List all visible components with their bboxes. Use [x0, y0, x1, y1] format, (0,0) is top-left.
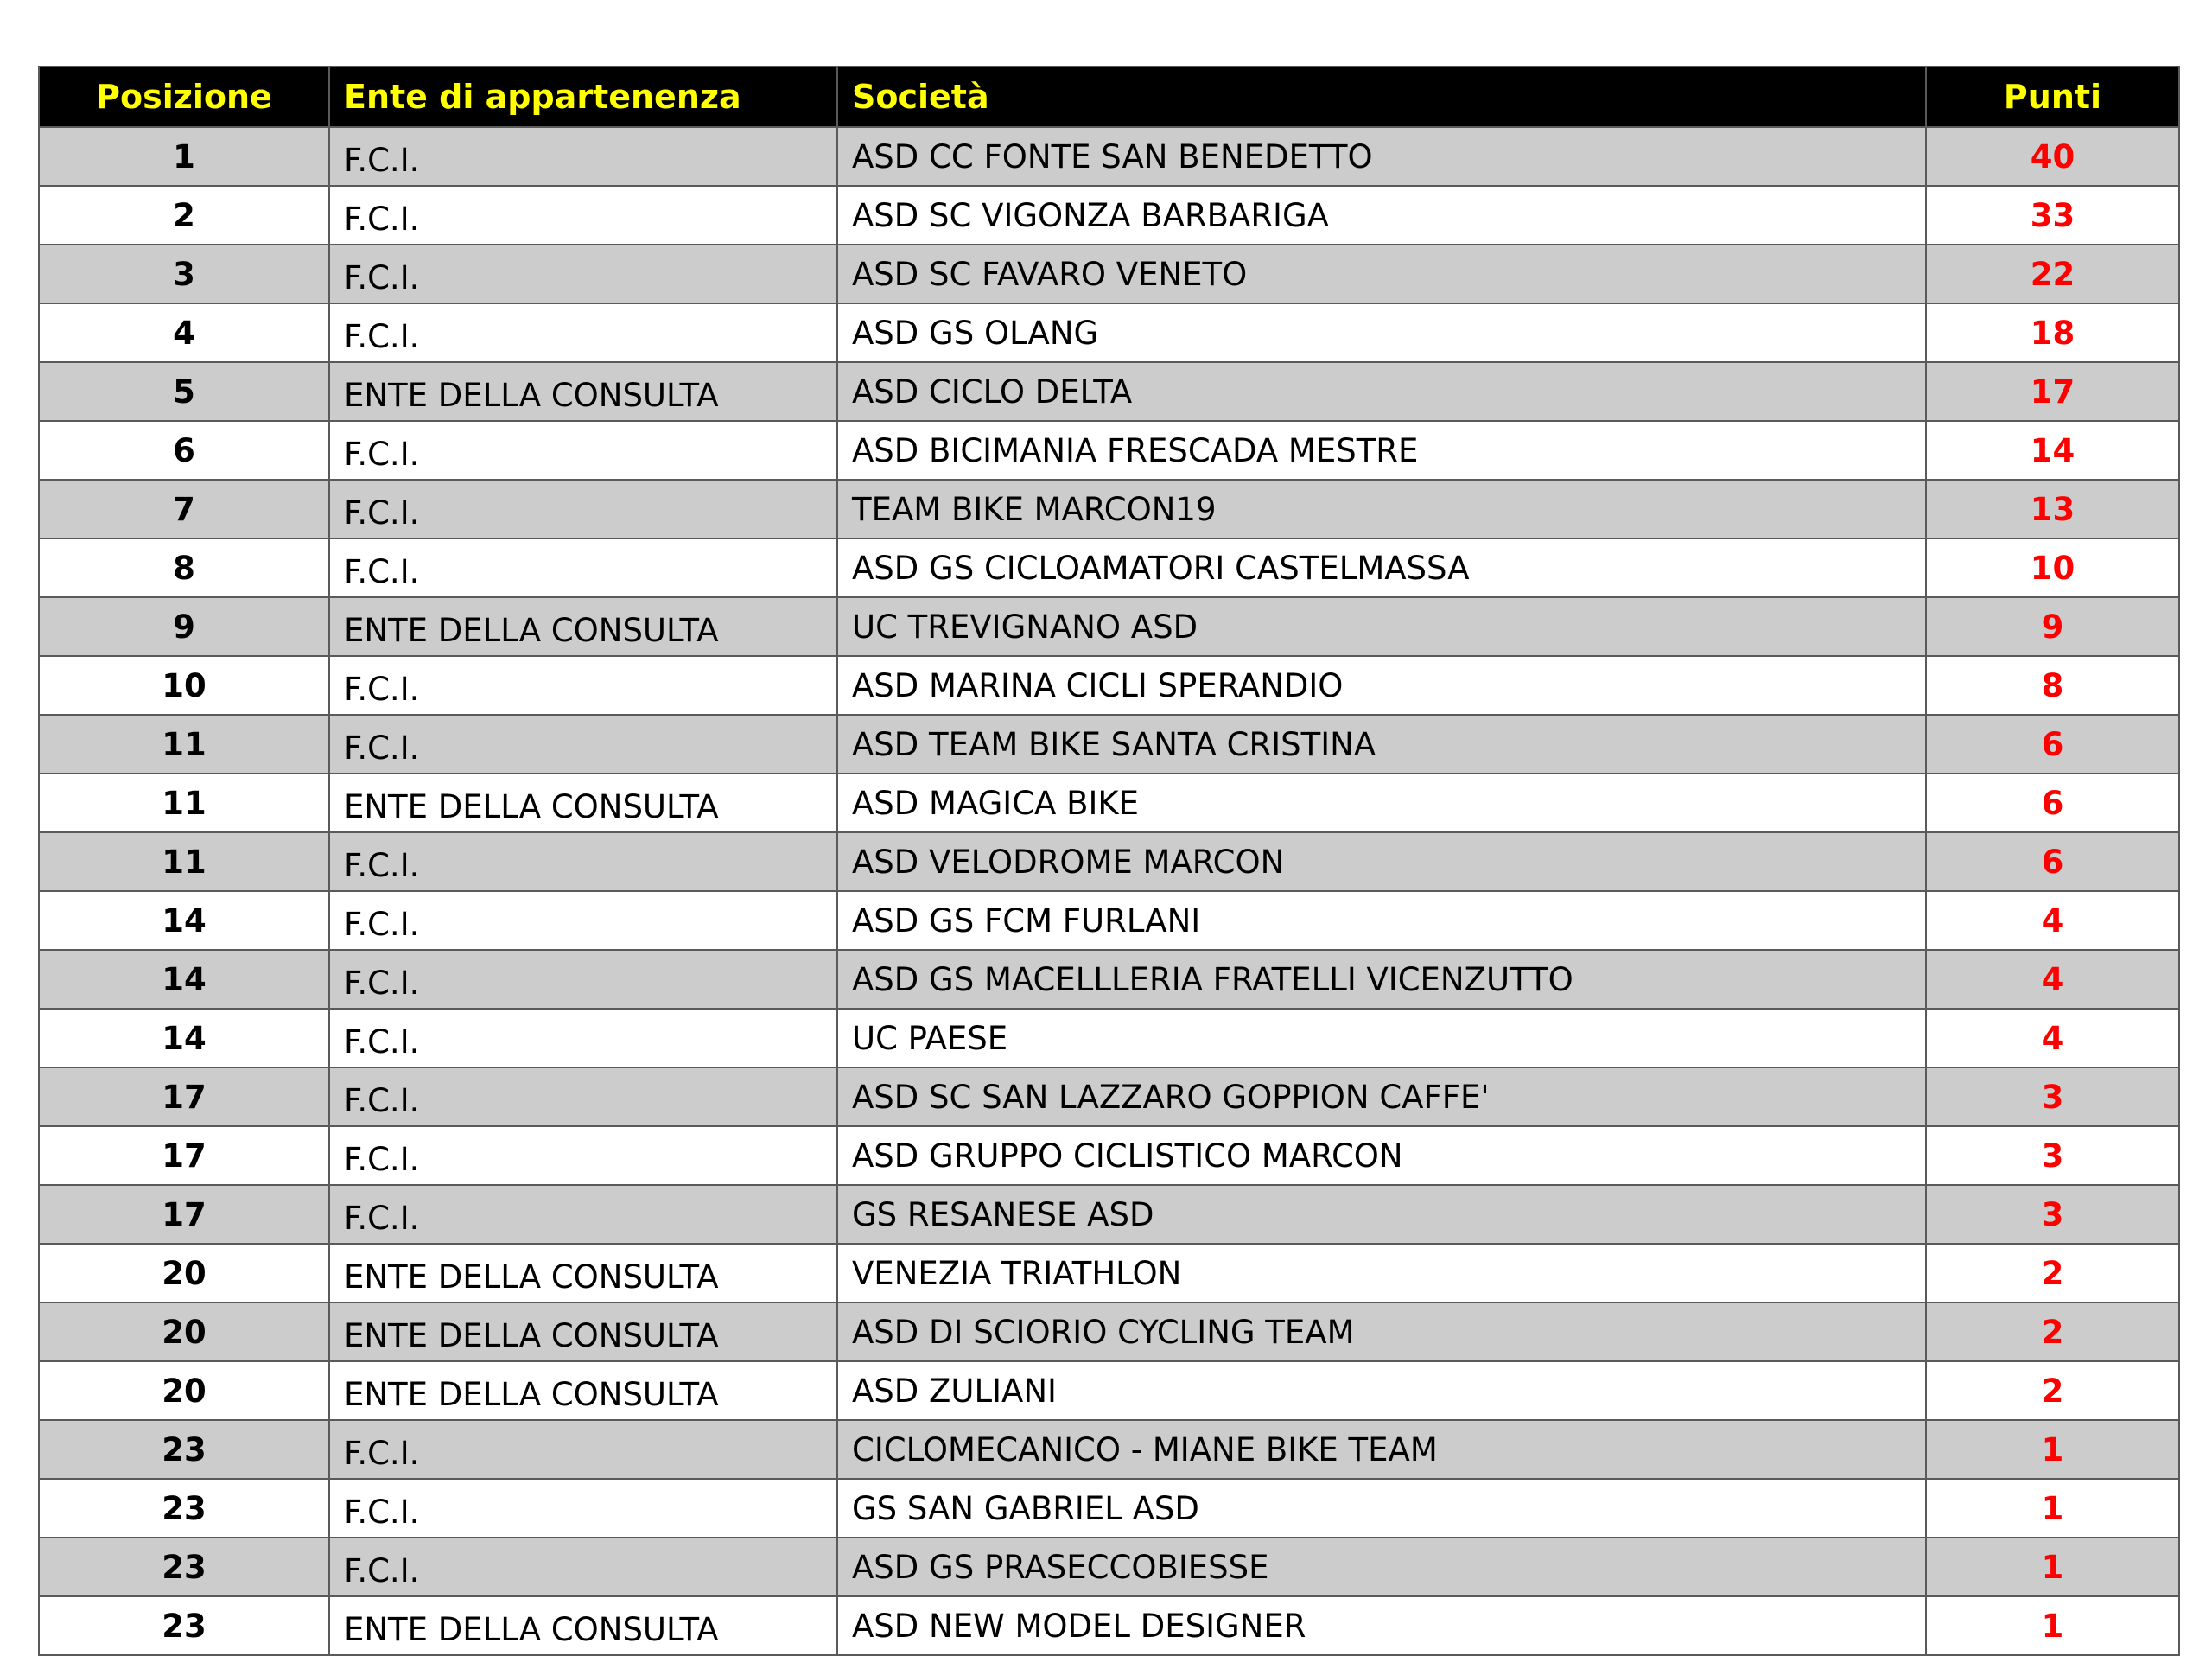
cell-punti: 6	[1926, 774, 2179, 832]
cell-societa: UC TREVIGNANO ASD	[837, 597, 1926, 656]
cell-posizione: 8	[39, 538, 329, 597]
cell-societa: ASD DI SCIORIO CYCLING TEAM	[837, 1303, 1926, 1361]
cell-societa: ASD GS OLANG	[837, 303, 1926, 362]
cell-posizione: 20	[39, 1361, 329, 1420]
cell-ente: ENTE DELLA CONSULTA	[329, 1303, 837, 1361]
header-posizione: Posizione	[39, 67, 329, 127]
cell-punti: 10	[1926, 538, 2179, 597]
cell-punti: 4	[1926, 891, 2179, 950]
cell-societa: ASD SC SAN LAZZARO GOPPION CAFFE'	[837, 1067, 1926, 1126]
cell-punti: 1	[1926, 1538, 2179, 1596]
cell-ente: ENTE DELLA CONSULTA	[329, 774, 837, 832]
cell-punti: 3	[1926, 1126, 2179, 1185]
cell-posizione: 6	[39, 421, 329, 480]
cell-punti: 40	[1926, 127, 2179, 186]
cell-ente: F.C.I.	[329, 1067, 837, 1126]
cell-societa: GS RESANESE ASD	[837, 1185, 1926, 1244]
cell-ente: ENTE DELLA CONSULTA	[329, 597, 837, 656]
standings-table-container	[38, 66, 2178, 1656]
cell-societa: ASD SC VIGONZA BARBARIGA	[837, 186, 1926, 245]
cell-ente: F.C.I.	[329, 950, 837, 1009]
table-row	[39, 950, 2179, 1009]
cell-punti: 8	[1926, 656, 2179, 715]
cell-ente: F.C.I.	[329, 186, 837, 245]
cell-ente: F.C.I.	[329, 656, 837, 715]
cell-ente: F.C.I.	[329, 891, 837, 950]
table-row	[39, 656, 2179, 715]
cell-societa: ASD GS CICLOAMATORI CASTELMASSA	[837, 538, 1926, 597]
cell-punti: 2	[1926, 1244, 2179, 1303]
cell-posizione: 10	[39, 656, 329, 715]
cell-punti: 33	[1926, 186, 2179, 245]
header-societa: Società	[837, 67, 1926, 127]
table-row	[39, 480, 2179, 538]
cell-punti: 1	[1926, 1420, 2179, 1479]
cell-punti: 17	[1926, 362, 2179, 421]
cell-societa: ASD MARINA CICLI SPERANDIO	[837, 656, 1926, 715]
cell-ente: F.C.I.	[329, 538, 837, 597]
cell-societa: ASD CC FONTE SAN BENEDETTO	[837, 127, 1926, 186]
cell-societa: GS SAN GABRIEL ASD	[837, 1479, 1926, 1538]
cell-posizione: 23	[39, 1479, 329, 1538]
table-row	[39, 891, 2179, 950]
cell-societa: ASD SC FAVARO VENETO	[837, 245, 1926, 303]
cell-societa: ASD TEAM BIKE SANTA CRISTINA	[837, 715, 1926, 774]
cell-posizione: 17	[39, 1185, 329, 1244]
cell-posizione: 11	[39, 715, 329, 774]
cell-punti: 6	[1926, 832, 2179, 891]
table-row	[39, 186, 2179, 245]
cell-punti: 9	[1926, 597, 2179, 656]
table-row	[39, 362, 2179, 421]
cell-ente: F.C.I.	[329, 1009, 837, 1067]
cell-societa: ASD BICIMANIA FRESCADA MESTRE	[837, 421, 1926, 480]
cell-societa: UC PAESE	[837, 1009, 1926, 1067]
cell-ente: F.C.I.	[329, 715, 837, 774]
cell-societa: ASD NEW MODEL DESIGNER	[837, 1596, 1926, 1655]
table-row	[39, 1185, 2179, 1244]
cell-posizione: 14	[39, 891, 329, 950]
cell-ente: F.C.I.	[329, 1126, 837, 1185]
cell-societa: ASD GS MACELLLERIA FRATELLI VICENZUTTO	[837, 950, 1926, 1009]
cell-posizione: 17	[39, 1126, 329, 1185]
cell-posizione: 5	[39, 362, 329, 421]
cell-punti: 4	[1926, 950, 2179, 1009]
cell-societa: CICLOMECANICO - MIANE BIKE TEAM	[837, 1420, 1926, 1479]
cell-societa: ASD GS FCM FURLANI	[837, 891, 1926, 950]
cell-posizione: 23	[39, 1596, 329, 1655]
cell-posizione: 11	[39, 832, 329, 891]
cell-societa: ASD GRUPPO CICLISTICO MARCON	[837, 1126, 1926, 1185]
cell-ente: F.C.I.	[329, 421, 837, 480]
cell-ente: F.C.I.	[329, 303, 837, 362]
cell-posizione: 3	[39, 245, 329, 303]
cell-ente: F.C.I.	[329, 127, 837, 186]
header-row	[39, 67, 2179, 127]
cell-punti: 2	[1926, 1303, 2179, 1361]
table-row	[39, 1009, 2179, 1067]
cell-punti: 1	[1926, 1479, 2179, 1538]
cell-ente: F.C.I.	[329, 1479, 837, 1538]
cell-punti: 6	[1926, 715, 2179, 774]
cell-ente: ENTE DELLA CONSULTA	[329, 1244, 837, 1303]
header-punti: Punti	[1926, 67, 2179, 127]
cell-posizione: 11	[39, 774, 329, 832]
cell-societa: ASD MAGICA BIKE	[837, 774, 1926, 832]
cell-societa: TEAM BIKE MARCON19	[837, 480, 1926, 538]
cell-ente: ENTE DELLA CONSULTA	[329, 1596, 837, 1655]
table-row	[39, 1244, 2179, 1303]
cell-posizione: 14	[39, 950, 329, 1009]
table-row	[39, 715, 2179, 774]
cell-posizione: 2	[39, 186, 329, 245]
cell-punti: 3	[1926, 1067, 2179, 1126]
cell-ente: F.C.I.	[329, 1420, 837, 1479]
table-row	[39, 1420, 2179, 1479]
cell-societa: ASD GS PRASECCOBIESSE	[837, 1538, 1926, 1596]
cell-posizione: 17	[39, 1067, 329, 1126]
cell-societa: VENEZIA TRIATHLON	[837, 1244, 1926, 1303]
table-row	[39, 1361, 2179, 1420]
table-row	[39, 1067, 2179, 1126]
cell-punti: 2	[1926, 1361, 2179, 1420]
cell-posizione: 7	[39, 480, 329, 538]
table-row	[39, 1596, 2179, 1655]
table-row	[39, 1479, 2179, 1538]
cell-posizione: 20	[39, 1303, 329, 1361]
table-header	[39, 67, 2179, 127]
cell-punti: 4	[1926, 1009, 2179, 1067]
table-row	[39, 832, 2179, 891]
cell-ente: ENTE DELLA CONSULTA	[329, 1361, 837, 1420]
cell-posizione: 20	[39, 1244, 329, 1303]
cell-posizione: 1	[39, 127, 329, 186]
cell-posizione: 4	[39, 303, 329, 362]
cell-ente: ENTE DELLA CONSULTA	[329, 362, 837, 421]
cell-punti: 22	[1926, 245, 2179, 303]
cell-posizione: 14	[39, 1009, 329, 1067]
cell-ente: F.C.I.	[329, 480, 837, 538]
standings-table	[38, 66, 2180, 1656]
cell-posizione: 23	[39, 1538, 329, 1596]
cell-ente: F.C.I.	[329, 832, 837, 891]
table-row	[39, 1303, 2179, 1361]
cell-punti: 13	[1926, 480, 2179, 538]
table-row	[39, 421, 2179, 480]
table-row	[39, 597, 2179, 656]
table-row	[39, 303, 2179, 362]
table-row	[39, 127, 2179, 186]
cell-societa: ASD VELODROME MARCON	[837, 832, 1926, 891]
cell-posizione: 23	[39, 1420, 329, 1479]
table-row	[39, 1538, 2179, 1596]
cell-societa: ASD ZULIANI	[837, 1361, 1926, 1420]
table-row	[39, 538, 2179, 597]
cell-punti: 14	[1926, 421, 2179, 480]
cell-punti: 18	[1926, 303, 2179, 362]
table-row	[39, 245, 2179, 303]
table-row	[39, 1126, 2179, 1185]
header-ente: Ente di appartenenza	[329, 67, 837, 127]
cell-ente: F.C.I.	[329, 245, 837, 303]
table-body	[39, 127, 2179, 1655]
cell-societa: ASD CICLO DELTA	[837, 362, 1926, 421]
cell-ente: F.C.I.	[329, 1185, 837, 1244]
cell-punti: 3	[1926, 1185, 2179, 1244]
cell-ente: F.C.I.	[329, 1538, 837, 1596]
cell-punti: 1	[1926, 1596, 2179, 1655]
cell-posizione: 9	[39, 597, 329, 656]
table-row	[39, 774, 2179, 832]
